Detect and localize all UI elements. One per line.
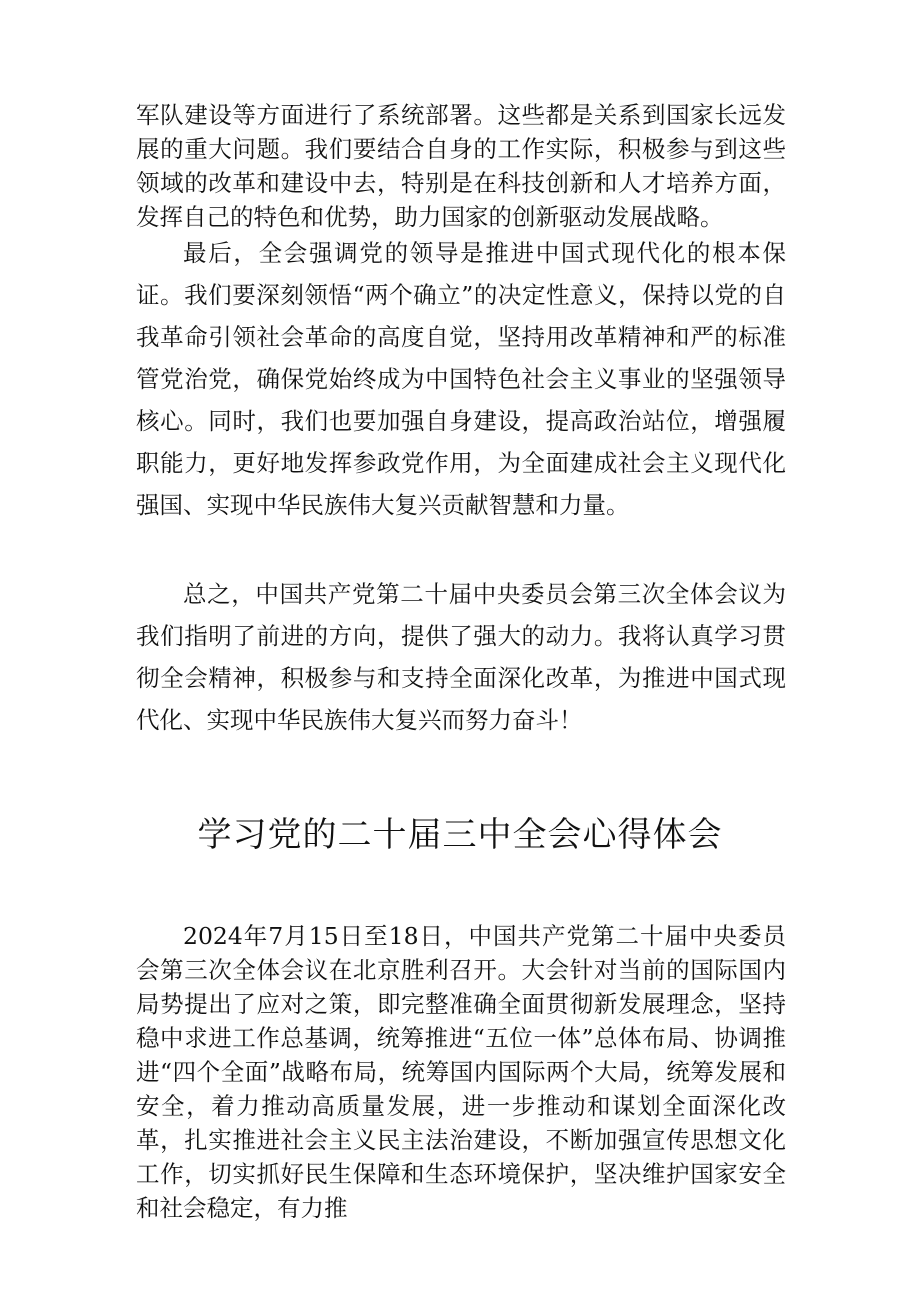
- paragraph-party-leadership: 最后，全会强调党的领导是推进中国式现代化的根本保证。我们要深刻领悟“两个确立”的决定性意义，保持以党的自我革命引领社会革命的高度自觉，坚持用改革精神和严的标准管党治党，确保党始终成为中国特色社会主义事业的坚强领导核心。同时，我们也要加强自身建设，提高政治站位，增强履职能力，更好地发挥参政党作用，为全面建成社会主义现代化强国、实现中华民族伟大复兴贡献智慧和力量。: [136, 239, 786, 519]
- section-title: 学习党的二十届三中全会心得体会: [197, 815, 723, 855]
- paragraph-conclusion: 总之，中国共产党第二十届中央委员会第三次全体会议为我们指明了前进的方向，提供了强大的动力。我将认真学习贯彻全会精神，积极参与和支持全面深化改革，为推进中国式现代化、实现中华民族伟大复兴而努力奋斗！: [136, 580, 786, 734]
- paragraph-plenum-intro: 2024年7月15日至18日，中国共产党第二十届中央委员会第三次全体会议在北京胜利召开。大会针对当前的国际国内局势提出了应对之策，即完整准确全面贯彻新发展理念，坚持稳中求进工作总基调，统筹推进“五位一体”总体布局、协调推进“四个全面”战略布局，统筹国内国际两个大局，统筹发展和安全，着力推动高质量发展，进一步推动和谋划全面深化改革，扎实推进社会主义民主法治建设，不断加强宣传思想文化工作，切实抓好民生保障和生态环境保护，坚决维护国家安全和社会稳定，有力推: [136, 922, 786, 1222]
- paragraph-continuation: 军队建设等方面进行了系统部署。这些都是关系到国家长远发展的重大问题。我们要结合自身的工作实际，积极参与到这些领域的改革和建设中去，特别是在科技创新和人才培养方面，发挥自己的特色和优势，助力国家的创新驱动发展战略。: [136, 101, 786, 231]
